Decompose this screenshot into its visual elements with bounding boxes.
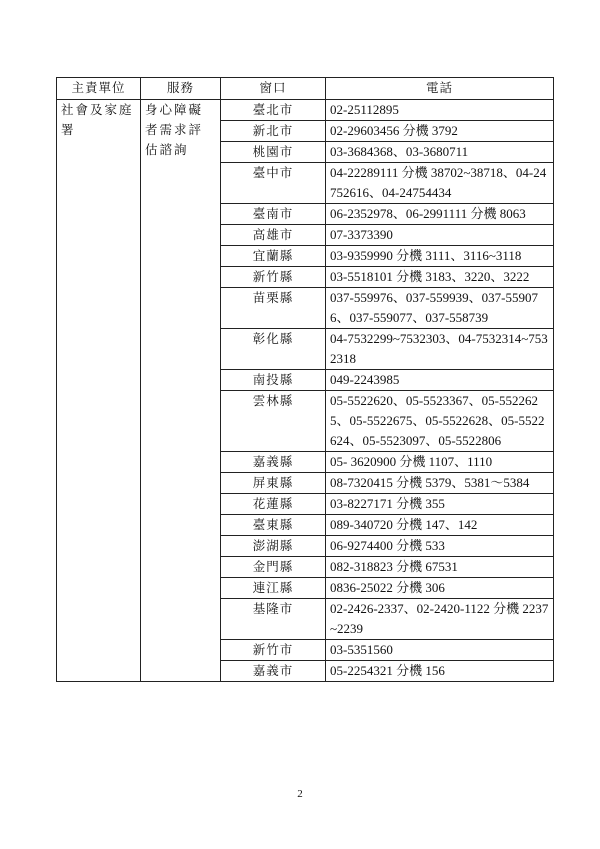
window-cell: 花蓮縣 [221, 494, 326, 515]
header-unit: 主責單位 [57, 78, 141, 100]
header-row [57, 78, 554, 100]
phone-cell: 04-22289111 分機 38702~38718、04-24752616、04-24754434 [326, 163, 554, 204]
window-cell: 金門縣 [221, 557, 326, 578]
phone-cell: 05- 3620900 分機 1107、1110 [326, 452, 554, 473]
window-cell: 臺南市 [221, 204, 326, 225]
window-cell: 屏東縣 [221, 473, 326, 494]
window-cell: 臺東縣 [221, 515, 326, 536]
service-cell: 身心障礙者需求評估諮詢 [141, 100, 221, 682]
window-cell: 雲林縣 [221, 391, 326, 452]
window-cell: 新北市 [221, 121, 326, 142]
window-cell: 彰化縣 [221, 329, 326, 370]
window-cell: 澎湖縣 [221, 536, 326, 557]
window-cell: 基隆市 [221, 599, 326, 640]
unit-cell: 社會及家庭署 [57, 100, 141, 682]
phone-cell: 03-5518101 分機 3183、3220、3222 [326, 267, 554, 288]
header-service: 服務 [141, 78, 221, 100]
phone-cell: 082-318823 分機 67531 [326, 557, 554, 578]
window-cell: 臺北市 [221, 100, 326, 121]
phone-cell: 07-3373390 [326, 225, 554, 246]
table-row [57, 100, 554, 121]
phone-cell: 06-9274400 分機 533 [326, 536, 554, 557]
window-cell: 苗栗縣 [221, 288, 326, 329]
phone-cell: 03-9359990 分機 3111、3116~3118 [326, 246, 554, 267]
window-cell: 臺中市 [221, 163, 326, 204]
phone-cell: 03-3684368、03-3680711 [326, 142, 554, 163]
phone-cell: 03-8227171 分機 355 [326, 494, 554, 515]
phone-cell: 04-7532299~7532303、04-7532314~7532318 [326, 329, 554, 370]
window-cell: 嘉義縣 [221, 452, 326, 473]
phone-cell: 06-2352978、06-2991111 分機 8063 [326, 204, 554, 225]
phone-cell: 02-29603456 分機 3792 [326, 121, 554, 142]
contact-table [56, 77, 554, 682]
window-cell: 南投縣 [221, 370, 326, 391]
phone-cell: 089-340720 分機 147、142 [326, 515, 554, 536]
phone-cell: 049-2243985 [326, 370, 554, 391]
phone-cell: 037-559976、037-559939、037-559076、037-559077、037-558739 [326, 288, 554, 329]
window-cell: 嘉義市 [221, 661, 326, 682]
phone-cell: 08-7320415 分機 5379、5381～5384 [326, 473, 554, 494]
header-window: 窗口 [221, 78, 326, 100]
header-phone: 電話 [326, 78, 554, 100]
phone-cell: 0836-25022 分機 306 [326, 578, 554, 599]
window-cell: 新竹縣 [221, 267, 326, 288]
window-cell: 宜蘭縣 [221, 246, 326, 267]
table-body [57, 100, 554, 682]
window-cell: 桃園市 [221, 142, 326, 163]
window-cell: 連江縣 [221, 578, 326, 599]
page-number: 2 [297, 788, 303, 800]
phone-cell: 02-2426-2337、02-2420-1122 分機 2237~2239 [326, 599, 554, 640]
window-cell: 新竹市 [221, 640, 326, 661]
phone-cell: 05-2254321 分機 156 [326, 661, 554, 682]
window-cell: 高雄市 [221, 225, 326, 246]
phone-cell: 02-25112895 [326, 100, 554, 121]
phone-cell: 05-5522620、05-5523367、05-5522625、05-5522675、05-5522628、05-5522624、05-5523097、05-5522806 [326, 391, 554, 452]
phone-cell: 03-5351560 [326, 640, 554, 661]
